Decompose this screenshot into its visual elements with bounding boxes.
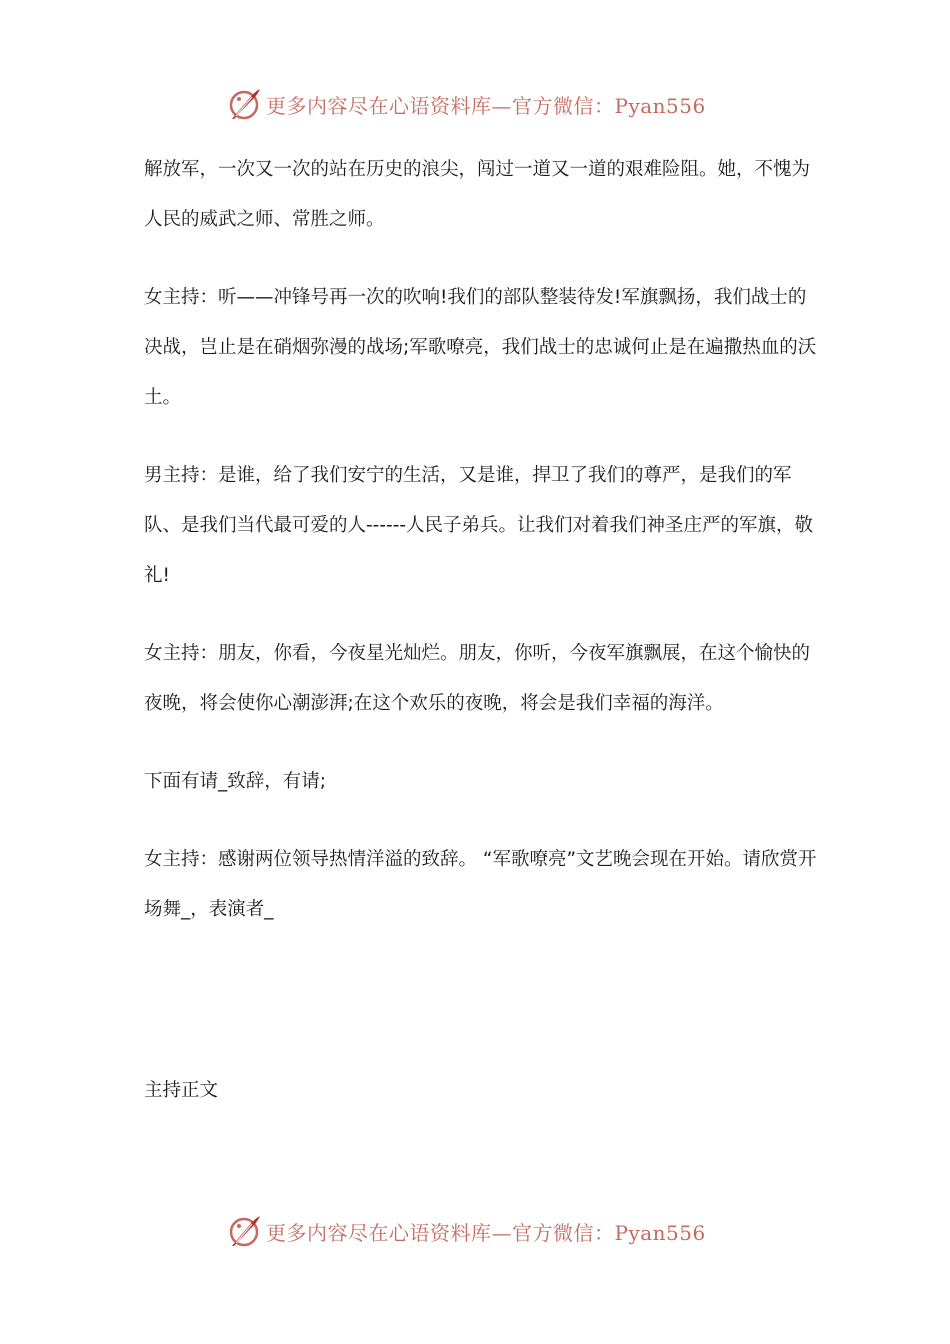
paragraph: 女主持：感谢两位领导热情洋溢的致辞。 “军歌嘹亮”文艺晚会现在开始。请欣赏开场舞_，表演者_ — [144, 849, 817, 920]
paragraph: 女主持：听——冲锋号再一次的吹响!我们的部队整装待发!军旗飘扬，我们战士的决战，岂止是在硝烟弥漫的战场;军歌嘹亮，我们战士的忠诚何止是在遍撒热血的沃土。 — [144, 287, 817, 408]
header-banner — [226, 84, 706, 124]
header-brand-text: 更多内容尽在心语资料库—官方微信：Pyan556 — [266, 93, 706, 118]
paragraph: 女主持：朋友，你看，今夜星光灿烂。朋友，你听，今夜军旗飘展，在这个愉快的夜晚，将会使你心潮澎湃;在这个欢乐的夜晚，将会是我们幸福的海洋。 — [144, 643, 811, 714]
document-body — [144, 145, 824, 963]
footer-banner — [226, 1211, 706, 1251]
paragraph: 解放军，一次又一次的站在历史的浪尖，闯过一道又一道的艰难险阻。她，不愧为人民的威武之师、常胜之师。 — [144, 159, 811, 230]
quill-logo-icon — [226, 1213, 262, 1249]
footer-brand-text: 更多内容尽在心语资料库—官方微信：Pyan556 — [266, 1220, 706, 1245]
section-title: 主持正文 — [144, 1080, 219, 1101]
paragraph: 下面有请_致辞，有请; — [144, 771, 326, 792]
paragraph: 男主持：是谁，给了我们安宁的生活，又是谁，捍卫了我们的尊严，是我们的军队、是我们当代最可爱的人------人民子弟兵。让我们对着我们神圣庄严的军旗，敬礼! — [144, 465, 814, 586]
quill-logo-icon — [226, 86, 262, 122]
